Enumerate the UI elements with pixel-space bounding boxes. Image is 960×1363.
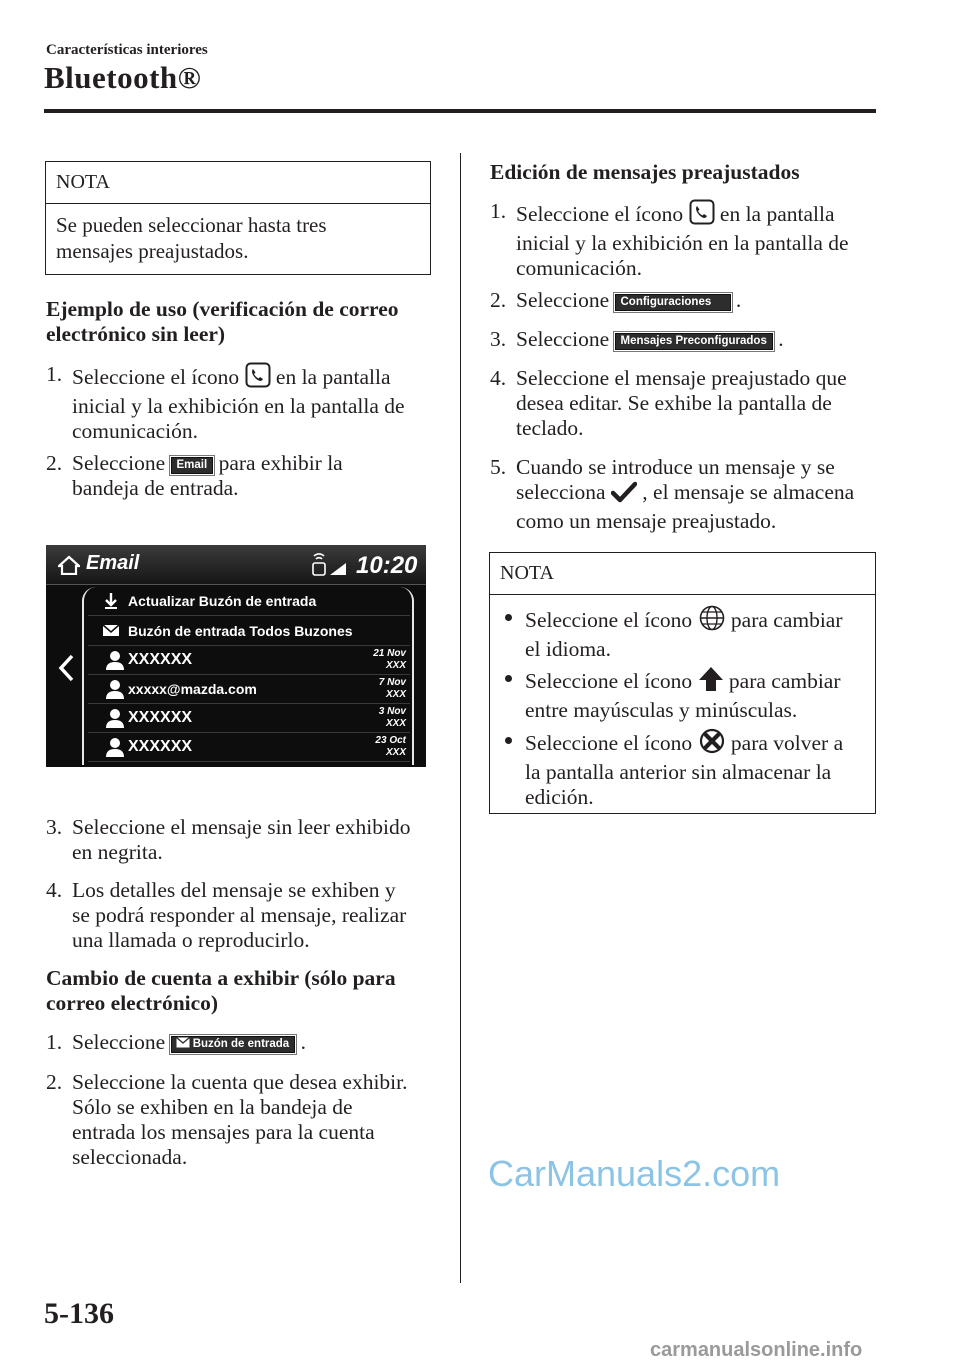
bullet-text: para cambiar — [730, 608, 843, 632]
step-text: . — [300, 1030, 306, 1054]
message-date: 21 Nov — [373, 648, 406, 659]
bullet-text: Seleccione el ícono — [525, 669, 693, 693]
message-row — [88, 646, 410, 675]
step-number: 4. — [490, 366, 507, 390]
message-row — [88, 704, 410, 733]
step-text: una llamada o reproducirlo. — [72, 928, 310, 952]
step-select-unread — [46, 815, 446, 865]
step-select-settings — [490, 288, 890, 313]
step-text: , el mensaje se almacena — [642, 480, 855, 504]
globe-icon — [698, 605, 726, 637]
step-text: entrada los mensajes para la cuenta — [72, 1120, 375, 1144]
email-screen-illustration — [46, 545, 426, 767]
message-sender: xxxxx@mazda.com — [128, 681, 257, 697]
step-text: Los detalles del mensaje se exhiben y — [72, 878, 396, 902]
note-bullet-case — [499, 666, 874, 723]
step-text: Seleccione el mensaje sin leer exhibido — [72, 815, 411, 839]
settings-button-image: Configuraciones — [615, 294, 731, 311]
contact-icon — [106, 679, 124, 704]
step-text: Seleccione el ícono — [72, 365, 240, 389]
update-inbox-row — [88, 587, 410, 616]
message-time: XXX — [385, 747, 406, 758]
note-bullet-language — [499, 605, 874, 662]
message-date: 23 Oct — [375, 735, 406, 746]
message-date: 7 Nov — [378, 677, 406, 688]
signal-status-icon — [308, 551, 352, 584]
bullet-text: Seleccione el ícono — [525, 608, 693, 632]
step-message-details — [46, 878, 446, 953]
download-arrow-icon — [102, 592, 120, 615]
cancel-x-icon — [698, 728, 726, 760]
step-select-email — [46, 451, 446, 501]
checkmark-icon — [611, 481, 637, 509]
inbox-button-image — [171, 1036, 296, 1053]
bullet-text: Seleccione el ícono — [525, 731, 693, 755]
chapter-title: Bluetooth® — [44, 60, 202, 95]
step-text: inicial y la exhibición en la pantalla de — [72, 394, 405, 418]
contact-icon — [106, 708, 124, 733]
step-text: en la pantalla — [719, 202, 835, 226]
step-text: comunicación. — [516, 256, 642, 280]
step-number: 2. — [46, 1070, 63, 1094]
step-text: para exhibir la — [218, 451, 343, 475]
note-text — [46, 204, 430, 264]
step-text: Seleccione el mensaje preajustado que — [516, 366, 847, 390]
step-number: 1. — [490, 199, 507, 223]
heading-line: Ejemplo de uso (verificación de correo — [46, 297, 399, 321]
step-text: en negrita. — [72, 840, 163, 864]
heading-edit-preset: Edición de mensajes preajustados — [490, 160, 800, 184]
shift-arrow-icon — [698, 666, 724, 698]
bullet-text: el idioma. — [525, 637, 611, 661]
phone-communication-icon — [689, 199, 715, 231]
message-row — [88, 675, 410, 704]
step-text: Seleccione — [72, 451, 166, 475]
heading-line: electrónico sin leer) — [46, 322, 226, 346]
step-text: Seleccione el ícono — [516, 202, 684, 226]
message-time: XXX — [385, 718, 406, 729]
step-text: desea editar. Se exhibe la pantalla de — [516, 391, 832, 415]
message-time: XXX — [385, 660, 406, 671]
inbox-all-row — [88, 617, 410, 646]
step-text: en la pantalla — [275, 365, 391, 389]
step-select-icon-right — [490, 199, 890, 281]
heading-line: Cambio de cuenta a exhibir (sólo para — [46, 966, 396, 990]
watermark-logo: CarManuals2.com — [488, 1153, 781, 1194]
bullet-dot — [505, 614, 512, 621]
step-select-inbox — [46, 1030, 446, 1055]
step-text: Seleccione — [516, 288, 610, 312]
note-line: mensajes preajustados. — [56, 239, 249, 263]
step-select-account — [46, 1070, 446, 1170]
message-date: 3 Nov — [378, 706, 406, 717]
step-number: 5. — [490, 455, 507, 479]
message-row — [88, 733, 410, 762]
step-number: 1. — [46, 1030, 63, 1054]
note-title: NOTA — [46, 162, 430, 204]
note-bullet-cancel — [499, 728, 874, 810]
envelope-icon — [176, 1037, 190, 1048]
step-number: 3. — [490, 327, 507, 351]
step-text: . — [778, 327, 784, 351]
bullet-dot — [505, 737, 512, 744]
step-text: se podrá responder al mensaje, realizar — [72, 903, 407, 927]
step-text: Seleccione la cuenta que desea exhibir. — [72, 1070, 408, 1094]
step-text: como un mensaje preajustado. — [516, 509, 777, 533]
message-sender: XXXXXX — [128, 709, 193, 726]
preset-messages-button-image: Mensajes Preconfigurados — [615, 333, 773, 350]
bullet-text: entre mayúsculas y minúsculas. — [525, 698, 798, 722]
heading-unread-email — [46, 297, 398, 347]
section-title: Características interiores — [46, 42, 208, 58]
step-text: teclado. — [516, 416, 584, 440]
step-number: 2. — [490, 288, 507, 312]
heading-line: correo electrónico) — [46, 991, 219, 1015]
email-button-image: Email — [171, 457, 214, 474]
step-number: 1. — [46, 362, 63, 386]
heading-change-account — [46, 966, 396, 1016]
step-number: 3. — [46, 815, 63, 839]
home-icon — [58, 555, 80, 580]
step-text: . — [735, 288, 742, 312]
step-text: Seleccione — [72, 1030, 166, 1054]
message-sender: XXXXXX — [128, 738, 193, 755]
message-sender: XXXXXX — [128, 651, 193, 668]
update-inbox-label: Actualizar Buzón de entrada — [128, 593, 317, 609]
step-number: 4. — [46, 878, 63, 902]
watermark-url: carmanualsonline.info — [650, 1339, 863, 1361]
inbox-button-label: Buzón de entrada — [192, 1038, 290, 1050]
bullet-text: la pantalla anterior sin almacenar la — [525, 760, 832, 784]
step-text: selecciona — [516, 480, 606, 504]
step-text: bandeja de entrada. — [72, 476, 239, 500]
note-box-1 — [45, 161, 431, 275]
message-time: XXX — [385, 689, 406, 700]
bullet-text: para volver a — [730, 731, 844, 755]
contact-icon — [106, 650, 124, 675]
screen-time: 10:20 — [356, 552, 418, 579]
step-text: Sólo se exhiben en la bandeja de — [72, 1095, 353, 1119]
phone-communication-icon — [245, 362, 271, 394]
step-save-message — [490, 455, 890, 534]
bullet-text: para cambiar — [728, 669, 841, 693]
step-number: 2. — [46, 451, 63, 475]
step-text: seleccionada. — [72, 1145, 188, 1169]
bullet-dot — [505, 675, 512, 682]
header-rule — [44, 109, 876, 113]
inbox-all-label: Buzón de entrada Todos Buzones — [128, 623, 353, 639]
contact-icon — [106, 737, 124, 762]
step-text: Cuando se introduce un mensaje y se — [516, 455, 835, 479]
step-select-preset-messages — [490, 327, 890, 352]
step-text: comunicación. — [72, 419, 198, 443]
envelope-icon — [102, 622, 120, 643]
step-text: inicial y la exhibición en la pantalla de — [516, 231, 849, 255]
bullet-text: edición. — [525, 785, 594, 809]
note-title: NOTA — [490, 553, 875, 595]
screen-header — [46, 545, 426, 585]
screen-title: Email — [86, 552, 140, 574]
column-divider — [460, 153, 461, 1283]
note-line: Se pueden seleccionar hasta tres — [56, 213, 327, 237]
step-text: Seleccione — [516, 327, 610, 351]
step-select-icon — [46, 362, 446, 444]
back-arrow-icon — [56, 653, 76, 688]
page-number: 5-136 — [44, 1297, 114, 1330]
step-select-message-edit — [490, 366, 890, 441]
